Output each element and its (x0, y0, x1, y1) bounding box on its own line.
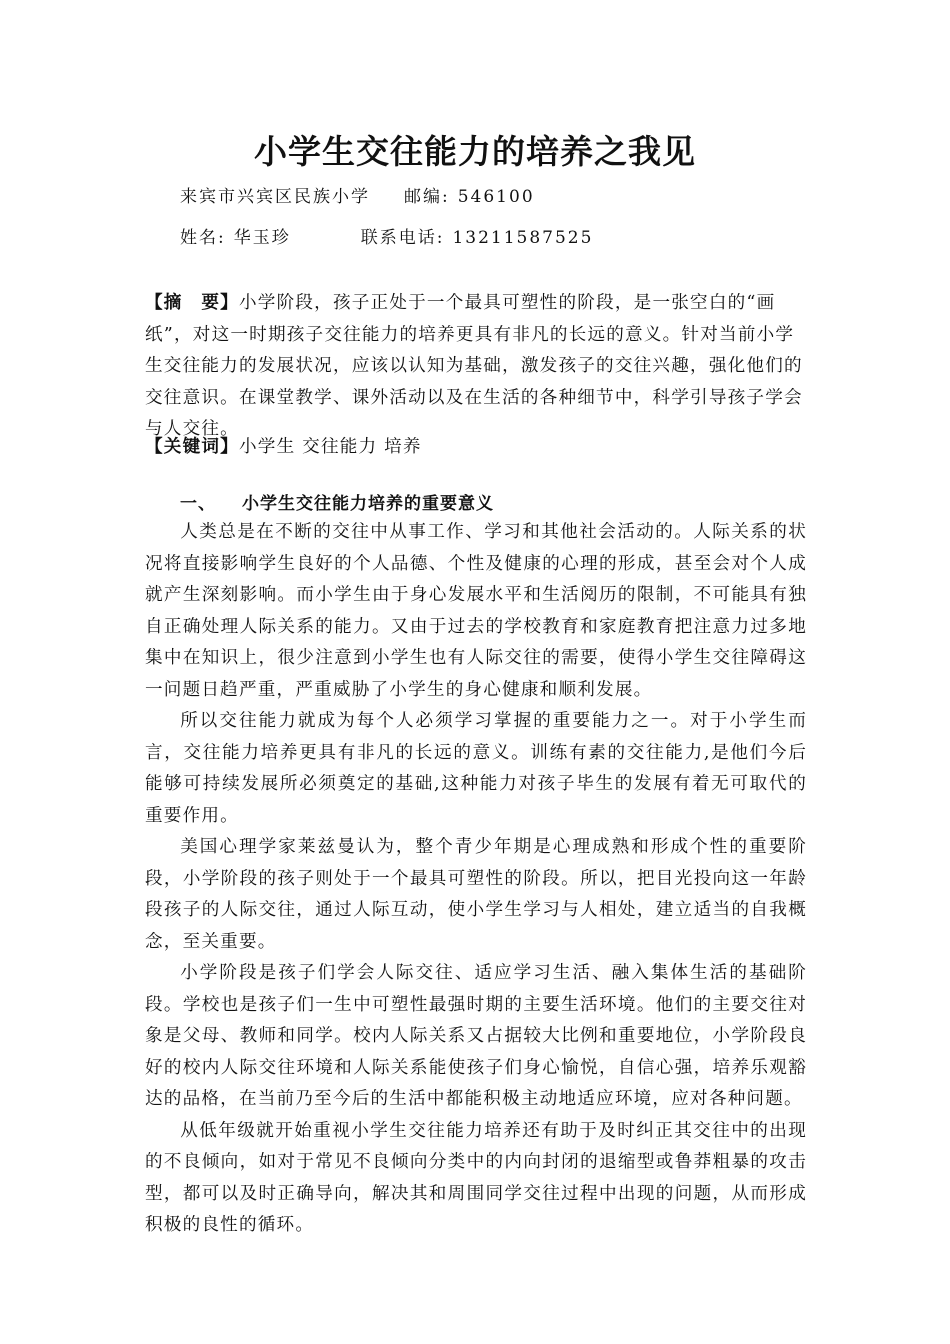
postcode-label: 邮编: (404, 187, 450, 207)
keywords (145, 432, 807, 464)
postcode-value: 546100 (457, 187, 535, 207)
section-heading (180, 490, 494, 518)
section-body (145, 517, 807, 1242)
phone-value: 13211587525 (452, 228, 594, 248)
keywords-label: 【关键词】 (145, 437, 239, 457)
author-name: 华玉珍 (233, 228, 291, 248)
abstract-text: 小学阶段，孩子正处于一个最具可塑性的阶段，是一张空白的“画纸”，对这一时期孩子交往能力的培养更具有非凡的长远的意义。针对当前小学生交往能力的发展状况，应该以认知为基础，激发孩子的交往兴趣，强化他们的交往意识。在课堂教学、课外活动以及在生活的各种细节中，科学引导孩子学会与人交往。 (145, 293, 803, 439)
phone-label: 联系电话: (360, 228, 445, 248)
abstract (145, 288, 807, 446)
abstract-label: 【摘 要】 (145, 293, 239, 313)
name-label: 姓名: (180, 228, 226, 248)
keywords-text: 小学生 交往能力 培养 (238, 437, 422, 457)
paragraph: 美国心理学家莱兹曼认为，整个青少年期是心理成熟和形成个性的重要阶段，小学阶段的孩子则处于一个最具可塑性的阶段。所以，把目光投向这一年龄段孩子的人际交往，通过人际互动，使小学生学习与人相处，建立适当的自我概念，至关重要。 (145, 837, 807, 952)
paragraph: 小学阶段是孩子们学会人际交往、适应学习生活、融入集体生活的基础阶段。学校也是孩子们一生中可塑性最强时期的主要生活环境。他们的主要交往对象是父母、教师和同学。校内人际关系又占据较大比例和重要地位，小学阶段良好的校内人际交往环境和人际关系能使孩子们身心愉悦，自信心强，培养乐观豁达的品格，在当前乃至今后的生活中都能积极主动地适应环境，应对各种问题。 (145, 963, 807, 1109)
author-line (180, 226, 593, 250)
section-title: 小学生交往能力培养的重要意义 (242, 494, 494, 514)
school-name: 来宾市兴宾区民族小学 (180, 187, 370, 207)
paragraph: 所以交往能力就成为每个人必须学习掌握的重要能力之一。对于小学生而言，交往能力培养更具有非凡的长远的意义。训练有素的交往能力,是他们今后能够可持续发展所必须奠定的基础,这种能力对孩子毕生的发展有着无可取代的重要作用。 (145, 711, 807, 826)
school-line (180, 185, 535, 209)
paragraph: 从低年级就开始重视小学生交往能力培养还有助于及时纠正其交往中的出现的不良倾向，如对于常见不良倾向分类中的内向封闭的退缩型或鲁莽粗暴的攻击型，都可以及时正确导向，解决其和周围同学交往过程中出现的问题，从而形成积极的良性的循环。 (145, 1120, 807, 1235)
section-number: 一、 (180, 494, 216, 514)
paragraph: 人类总是在不断的交往中从事工作、学习和其他社会活动的。人际关系的状况将直接影响学生良好的个人品德、个性及健康的心理的形成，甚至会对个人成就产生深刻影响。而小学生由于身心发展水平和生活阅历的限制，不可能具有独自正确处理人际关系的能力。又由于过去的学校教育和家庭教育把注意力过多地集中在知识上，很少注意到小学生也有人际交往的需要，使得小学生交往障碍这一问题日趋严重，严重威胁了小学生的身心健康和顺利发展。 (145, 522, 807, 700)
document-title: 小学生交往能力的培养之我见 (254, 132, 696, 171)
